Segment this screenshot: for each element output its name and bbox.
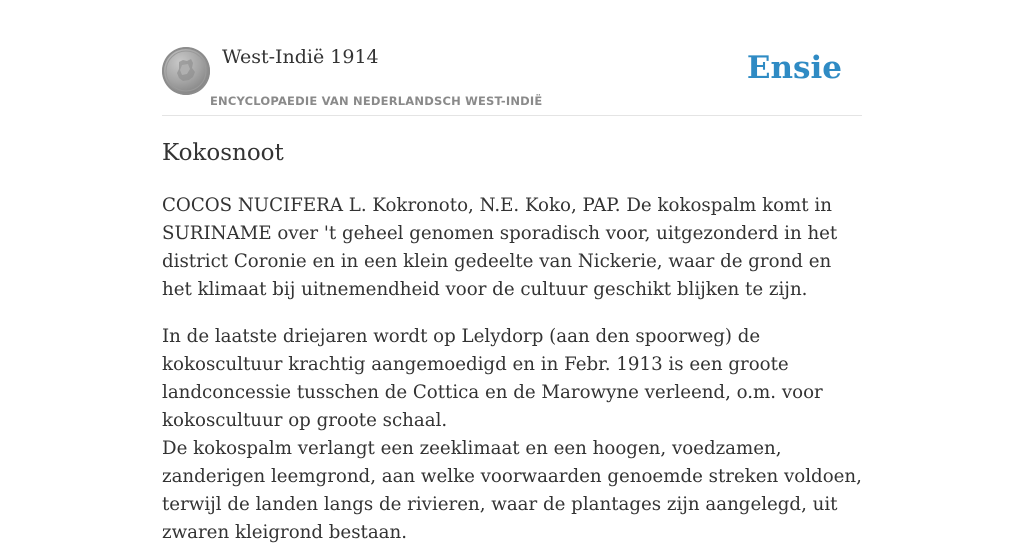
article-paragraph: De kokospalm verlangt een zeeklimaat en een hoogen, voedzamen, zanderigen leemgrond, aan welke voorwaarden genoemde streken voldoen, terwijl de landen langs de rivieren, waar de plantages zijn aangelegd, uit zwaren kleigrond bestaan. bbox=[162, 438, 862, 543]
coin-icon bbox=[162, 47, 210, 95]
source-title[interactable]: West-Indië 1914 bbox=[222, 46, 379, 68]
article-title: Kokosnoot bbox=[162, 140, 284, 166]
page bbox=[162, 0, 862, 543]
article-paragraph: COCOS NUCIFERA L. Kokronoto, N.E. Koko, PAP. De kokospalm komt in SURINAME over 't geheel genomen sporadisch voor, uitgezonderd in het district Coronie en in een klein gedeelte van Nickerie, waar de grond en het klimaat bij uitnemendheid voor de cultuur geschikt blijken te zijn. bbox=[162, 195, 838, 300]
source-subtitle: ENCYCLOPAEDIE VAN NEDERLANDSCH WEST-INDIË bbox=[210, 94, 543, 108]
brand-logo-link[interactable]: Ensie bbox=[746, 50, 842, 86]
article-paragraph: In de laatste driejaren wordt op Lelydorp (aan den spoorweg) de kokoscultuur krachtig aangemoedigd en in Febr. 1913 is een groote landconcessie tusschen de Cottica en de Marowyne verleend, o.m. voor kokoscultuur op groote schaal. bbox=[162, 326, 823, 431]
header bbox=[162, 0, 862, 116]
